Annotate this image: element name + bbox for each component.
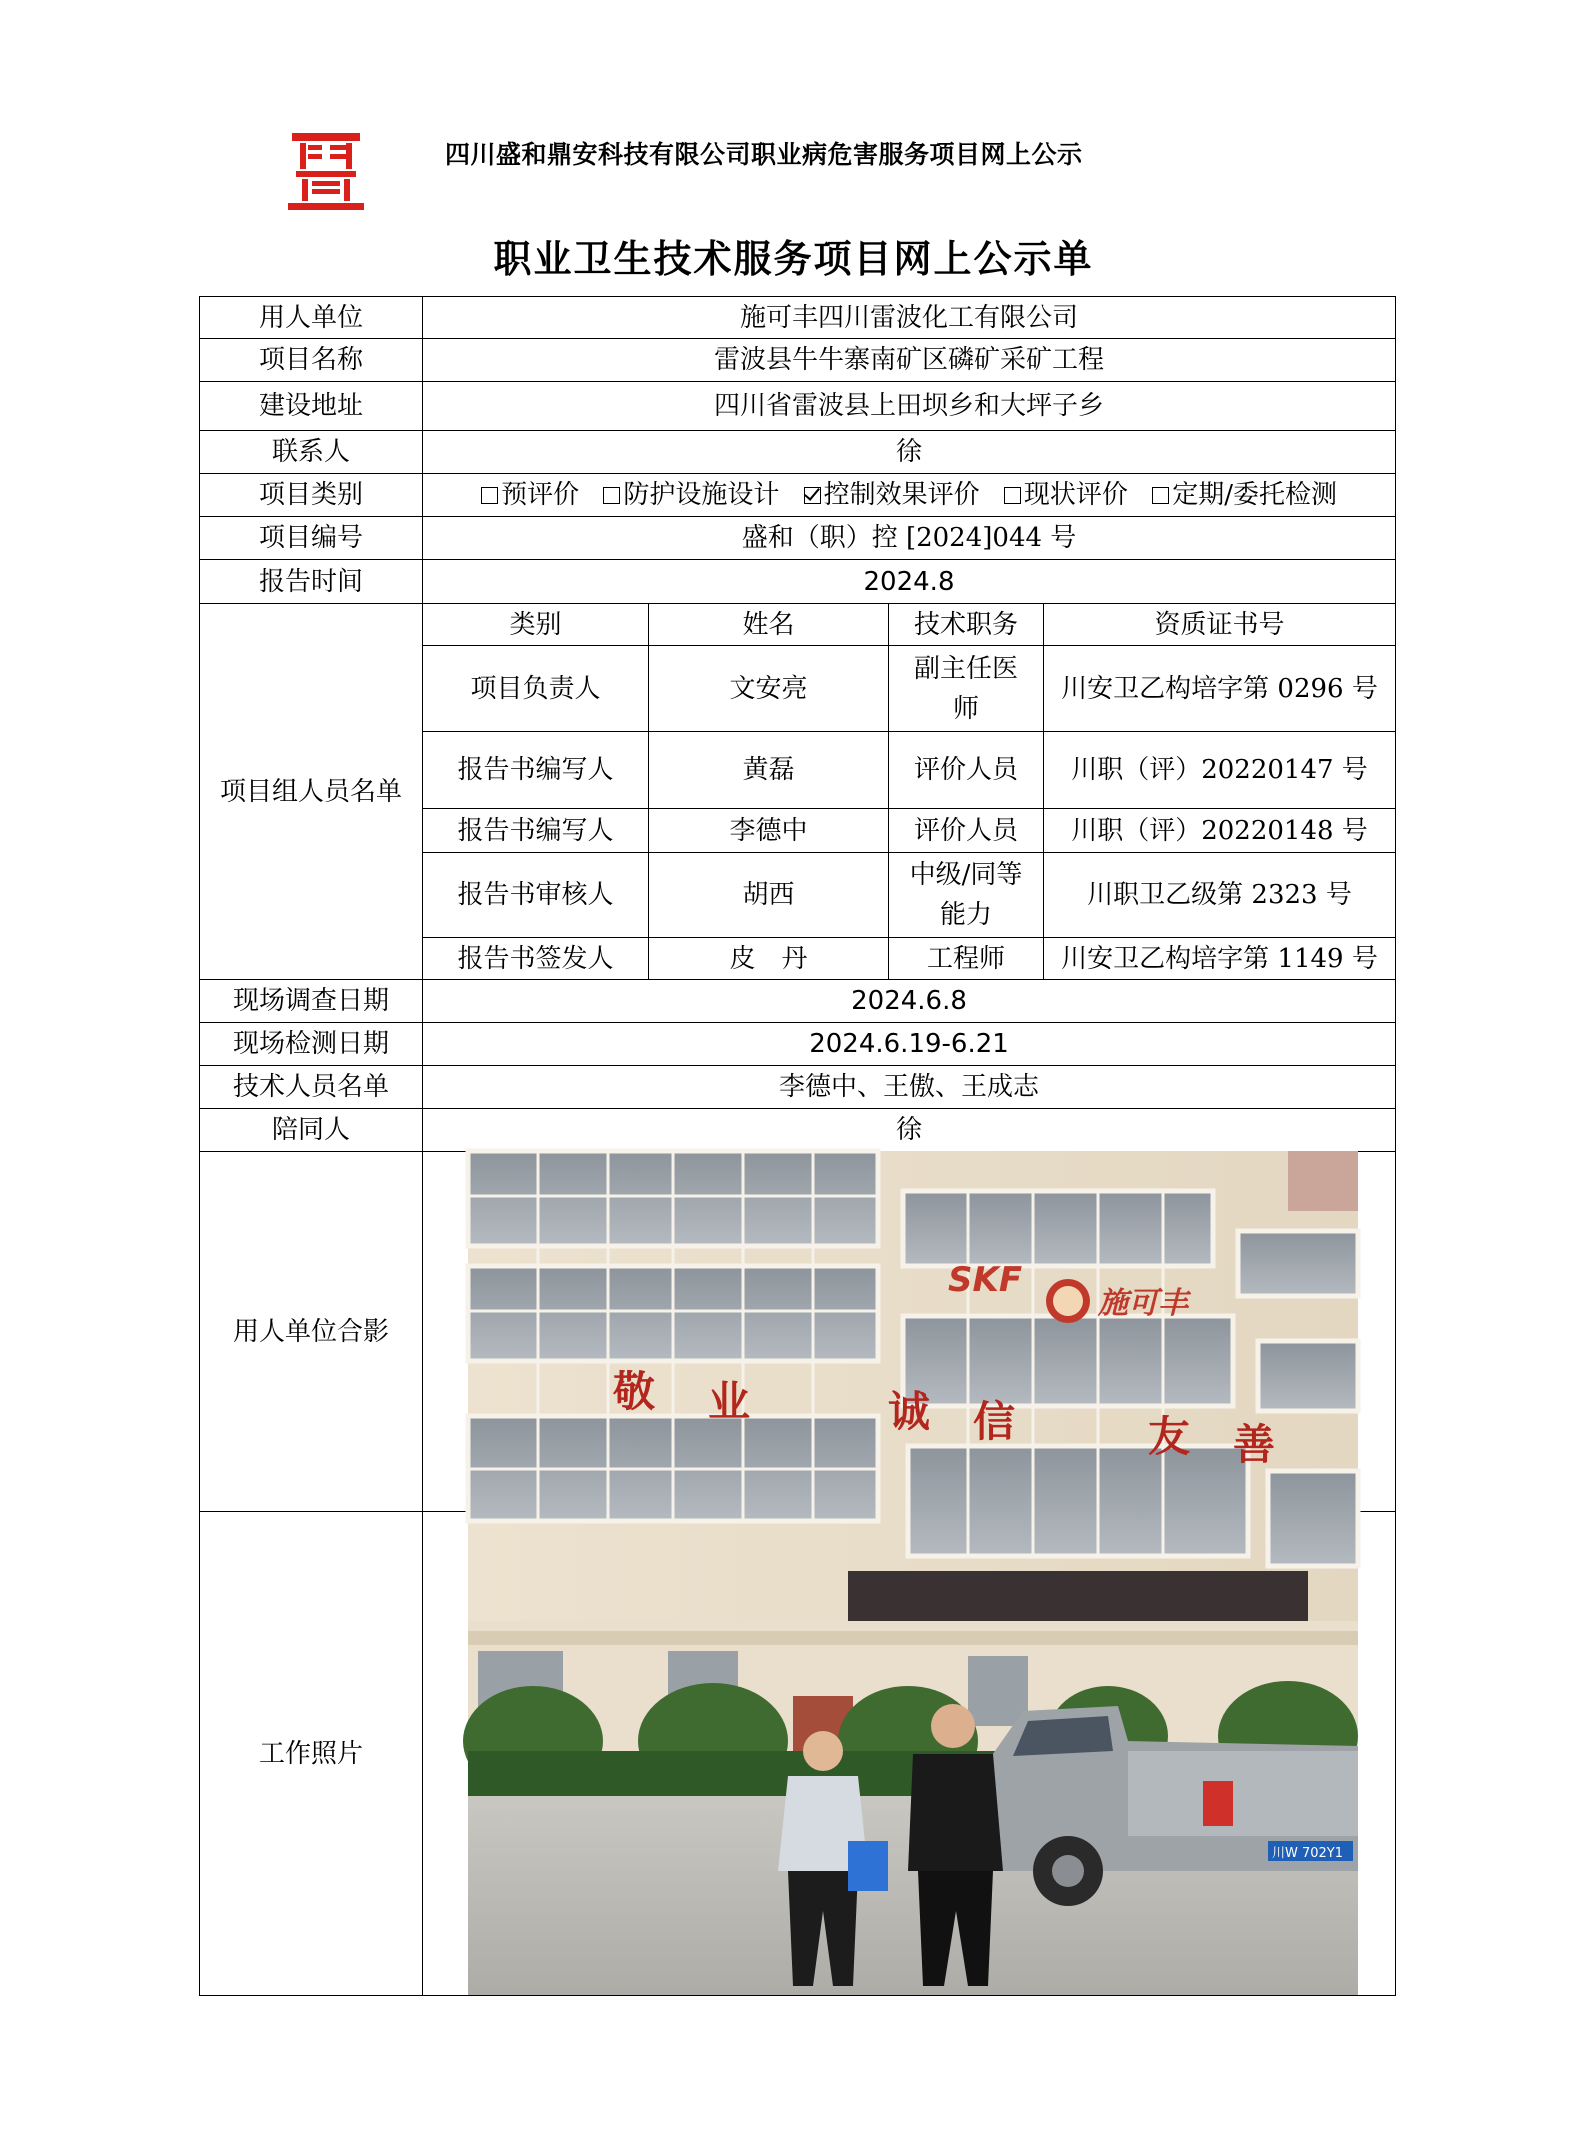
document-title: 职业卫生技术服务项目网上公示单 bbox=[493, 237, 1094, 281]
banner-word: 业 bbox=[708, 1377, 751, 1426]
project-no-label: 项目编号 bbox=[200, 517, 423, 560]
team-cert: 川职卫乙级第 2323 号 bbox=[1044, 853, 1396, 938]
row-report-time bbox=[200, 560, 1396, 604]
team-title: 中级/同等能力 bbox=[889, 853, 1044, 938]
banner-word: 敬 bbox=[613, 1367, 656, 1416]
sign-cn-text: 施可丰 bbox=[1098, 1286, 1188, 1321]
category-option-pre-evaluation[interactable]: 预评价 bbox=[481, 480, 579, 510]
team-name: 文安亮 bbox=[649, 646, 889, 732]
category-label: 项目类别 bbox=[200, 474, 423, 517]
team-title: 评价人员 bbox=[889, 809, 1044, 853]
publicity-form-table bbox=[199, 296, 1396, 1996]
checkbox-checked-icon[interactable] bbox=[804, 487, 821, 504]
team-title: 工程师 bbox=[889, 938, 1044, 980]
test-date-value: 2024.6.19-6.21 bbox=[423, 1023, 1396, 1066]
checkbox-icon[interactable] bbox=[1152, 487, 1169, 504]
project-no-value: 盛和（职）控 [2024]044 号 bbox=[423, 517, 1396, 560]
plate-text: 川W 702Y1 bbox=[1272, 1846, 1344, 1861]
team-header-name: 姓名 bbox=[649, 604, 889, 646]
project-name-label: 项目名称 bbox=[200, 339, 423, 382]
row-project-no bbox=[200, 517, 1396, 560]
team-header-cert: 资质证书号 bbox=[1044, 604, 1396, 646]
category-option-periodic-testing[interactable]: 定期/委托检测 bbox=[1152, 480, 1337, 510]
employer-value: 施可丰四川雷波化工有限公司 bbox=[423, 297, 1396, 339]
checkbox-icon[interactable] bbox=[1004, 487, 1021, 504]
team-role: 报告书审核人 bbox=[423, 853, 649, 938]
team-cert: 川安卫乙构培字第 1149 号 bbox=[1044, 938, 1396, 980]
checkbox-icon[interactable] bbox=[481, 487, 498, 504]
team-header-title: 技术职务 bbox=[889, 604, 1044, 646]
company-logo-icon bbox=[286, 131, 366, 211]
team-name: 黄磊 bbox=[649, 732, 889, 809]
row-employer bbox=[200, 297, 1396, 339]
team-header-row bbox=[200, 604, 1396, 646]
banner-word: 善 bbox=[1233, 1420, 1276, 1469]
work-photo-label: 工作照片 bbox=[200, 1512, 423, 1996]
address-label: 建设地址 bbox=[200, 382, 423, 431]
row-survey-date bbox=[200, 980, 1396, 1023]
photo-cell bbox=[423, 1152, 1396, 1861]
team-label: 项目组人员名单 bbox=[200, 604, 423, 980]
category-option-protection-design[interactable]: 防护设施设计 bbox=[603, 480, 779, 510]
team-title: 副主任医师 bbox=[889, 646, 1044, 732]
building-photo-image bbox=[468, 1151, 1358, 1995]
row-contact bbox=[200, 431, 1396, 474]
report-time-label: 报告时间 bbox=[200, 560, 423, 604]
row-escort bbox=[200, 1109, 1396, 1152]
test-date-label: 现场检测日期 bbox=[200, 1023, 423, 1066]
escort-value: 徐 bbox=[423, 1109, 1396, 1152]
contact-value: 徐 bbox=[423, 431, 1396, 474]
team-cert: 川职（评）20220148 号 bbox=[1044, 809, 1396, 853]
survey-date-label: 现场调查日期 bbox=[200, 980, 423, 1023]
banner-word: 信 bbox=[973, 1397, 1016, 1446]
category-options bbox=[423, 474, 1396, 517]
team-role: 报告书编写人 bbox=[423, 732, 649, 809]
employer-label: 用人单位 bbox=[200, 297, 423, 339]
row-address bbox=[200, 382, 1396, 431]
banner-word: 友 bbox=[1148, 1412, 1191, 1461]
project-name-value: 雷波县牛牛寨南矿区磷矿采矿工程 bbox=[423, 339, 1396, 382]
report-time-value: 2024.8 bbox=[423, 560, 1396, 604]
team-cert: 川职（评）20220147 号 bbox=[1044, 732, 1396, 809]
checkbox-icon[interactable] bbox=[603, 487, 620, 504]
tech-staff-value: 李德中、王傲、王成志 bbox=[423, 1066, 1396, 1109]
group-photo-label: 用人单位合影 bbox=[200, 1152, 423, 1512]
survey-date-value: 2024.6.8 bbox=[423, 980, 1396, 1023]
category-option-status-evaluation[interactable]: 现状评价 bbox=[1004, 480, 1128, 510]
escort-label: 陪同人 bbox=[200, 1109, 423, 1152]
tech-staff-label: 技术人员名单 bbox=[200, 1066, 423, 1109]
team-role: 报告书编写人 bbox=[423, 809, 649, 853]
team-name: 皮 丹 bbox=[649, 938, 889, 980]
banner-word: 诚 bbox=[888, 1387, 931, 1436]
group-photo bbox=[468, 1151, 1358, 1995]
team-cert: 川安卫乙构培字第 0296 号 bbox=[1044, 646, 1396, 732]
category-option-control-effect[interactable]: 控制效果评价 bbox=[804, 480, 980, 510]
team-role: 项目负责人 bbox=[423, 646, 649, 732]
team-name: 李德中 bbox=[649, 809, 889, 853]
team-role: 报告书签发人 bbox=[423, 938, 649, 980]
team-name: 胡西 bbox=[649, 853, 889, 938]
address-value: 四川省雷波县上田坝乡和大坪子乡 bbox=[423, 382, 1396, 431]
sign-brand-text: SKF bbox=[948, 1260, 1023, 1300]
row-category bbox=[200, 474, 1396, 517]
team-header-role: 类别 bbox=[423, 604, 649, 646]
contact-label: 联系人 bbox=[200, 431, 423, 474]
row-tech-staff bbox=[200, 1066, 1396, 1109]
team-title: 评价人员 bbox=[889, 732, 1044, 809]
row-test-date bbox=[200, 1023, 1396, 1066]
row-group-photo bbox=[200, 1152, 1396, 1512]
company-header-line: 四川盛和鼎安科技有限公司职业病危害服务项目网上公示 bbox=[445, 140, 1083, 169]
row-project-name bbox=[200, 339, 1396, 382]
